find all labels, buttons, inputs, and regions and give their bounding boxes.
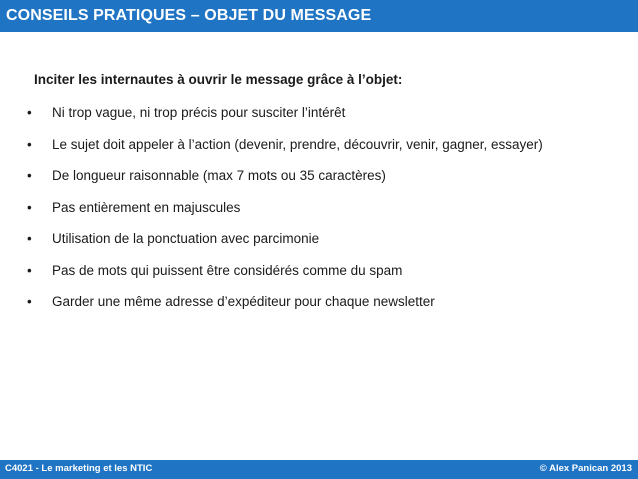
bullet-text: Utilisation de la ponctuation avec parcimonie xyxy=(52,231,320,246)
list-item xyxy=(0,137,638,169)
bullet-icon: • xyxy=(27,136,32,152)
list-item xyxy=(0,294,638,326)
intro-text: Inciter les internautes à ouvrir le message grâce à l’objet: xyxy=(34,72,403,87)
bullet-text: Le sujet doit appeler à l’action (devenir, prendre, découvrir, venir, gagner, essayer) xyxy=(52,136,543,152)
list-item xyxy=(0,200,638,232)
bullet-icon: • xyxy=(27,262,32,278)
list-item xyxy=(0,263,638,295)
footer-course-label: C4021 - Le marketing et les NTIC xyxy=(5,463,153,474)
bullet-icon: • xyxy=(27,294,32,309)
footer-copyright: © Alex Panican 2013 xyxy=(539,463,632,474)
footer-bar xyxy=(0,460,638,479)
list-item xyxy=(0,105,638,137)
list-item xyxy=(0,231,638,263)
bullet-text: Pas de mots qui puissent être considérés comme du spam xyxy=(52,262,403,278)
bullet-text: Pas entièrement en majuscules xyxy=(52,199,241,215)
header-bar xyxy=(0,0,638,32)
bullet-text: Ni trop vague, ni trop précis pour susciter l’intérêt xyxy=(52,105,346,120)
bullet-text: Garder une même adresse d’expéditeur pour chaque newsletter xyxy=(52,294,435,309)
list-item xyxy=(0,168,638,200)
slide-title: CONSEILS PRATIQUES – OBJET DU MESSAGE xyxy=(6,7,372,24)
bullet-icon: • xyxy=(27,105,32,120)
bullet-text: De longueur raisonnable (max 7 mots ou 35 caractères) xyxy=(52,168,386,183)
bullet-list xyxy=(0,105,638,326)
bullet-icon: • xyxy=(27,231,32,246)
bullet-icon: • xyxy=(27,168,32,183)
bullet-icon: • xyxy=(27,199,32,215)
